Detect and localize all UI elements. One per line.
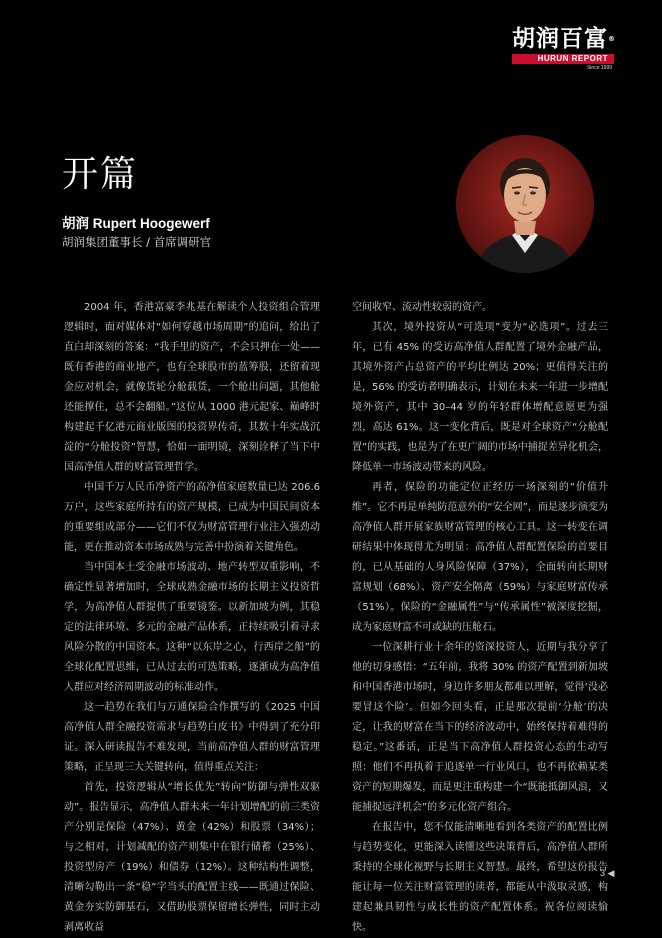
hurun-report-logo (512, 26, 630, 71)
paragraph: 这一趋势在我们与万通保险合作撰写的《2025 中国高净值人群全融投资需求与趋势白皮书》中得到了充分印证。深入研读报告不难发现，当前高净值人群的财富管理策略，正呈现三大关键转向，值得重点关注： (64, 702, 320, 773)
portrait-illustration (456, 135, 594, 273)
paragraph: 当中国本土受金融市场波动、地产转型双重影响，不确定性显著增加时，全球成熟金融市场的长期主义投资哲学，为高净值人群提供了重要镜鉴。以新加坡为例，其稳定的法律环境、多元的金融产品体系，正持续吸引着寻求风险分散的中国资本。这种“以东岸之心，行西岸之船”的全球化配置思维，已从过去的可选策略，逐渐成为高净值人群应对经济周期波动的标准动作。 (64, 562, 320, 693)
logo-chinese-text: 胡润百富® (512, 26, 616, 52)
paragraph: 2004 年，香港富豪李兆基在解读个人投资组合管理逻辑时，面对媒体对“如何穿越市场周期”的追问，给出了直白却深刻的答案：“我手里的资产，不会只押在一处——既有香港的商业地产，也有全球股市的蓝筹股，还留着现金应对机会，就像货轮分舱载货，一个舱出问题，其他舱还能撑住，总不会翻船。”这位从 1000 港元起家、巅峰时构建起千亿港元商业版图的投资界传奇，其数十年实战沉淀的“分舱投资”智慧，恰如一面明镜，深刻诠释了当下中国高净值人群的财富管理哲学。 (64, 302, 320, 473)
paragraph: 其次，境外投资从“可选项”变为“必选项”。过去三年，已有 45% 的受访高净值人群配置了境外金融产品，其境外资产占总资产的平均比例达 20%；更值得关注的是，56% 的受访者明确表示，计划在未来一年进一步增配境外资产，其中 30–44 岁的年轻群体增配意愿更为强烈，高达 61%。这一变化背后，既是对全球资产“分舱配置”的实践，也是为了在更广阔的市场中捕捉差异化机会，降低单一市场波动带来的风险。 (352, 322, 608, 473)
paragraph-continuation: 空间收窄、流动性较弱的资产。 (352, 302, 492, 313)
logo-since-text: Since 1999 (586, 65, 612, 71)
author-role: 胡润集团董事长 / 首席调研官 (62, 235, 212, 249)
author-name: 胡润 Rupert Hoogewerf (62, 216, 210, 231)
logo-english-bar: HURUN REPORT (512, 54, 614, 64)
page-number: 3 ◀ (600, 868, 615, 878)
paragraph: 一位深耕行业十余年的资深投资人，近期与我分享了他的切身感悟：“五年前，我将 30% 的资产配置到新加坡和中国香港市场时，身边许多朋友都难以理解，觉得‘没必要冒这个险’。但如今回头看，正是那次提前‘分舱’的决定，让我的财富在当下的经济波动中，始终保持着难得的稳定。”这番话，正是当下高净值人群投资心态的生动写照：他们不再执着于追逐单一行业风口，也不再依赖某类资产的短期爆发，而是更注重构建一个“既能抵御风浪，又能捕捉远洋机会”的多元化资产组合。 (352, 642, 608, 813)
paragraph: 在报告中，您不仅能清晰地看到各类资产的配置比例与趋势变化，更能深入读懂这些决策背后，高净值人群所秉持的全球化视野与长期主义智慧。最终，希望这份报告能让每一位关注财富管理的读者，都能从中汲取灵感，构建起兼具韧性与成长性的资产配置体系。祝各位阅读愉快。 (352, 822, 608, 933)
page-title: 开篇 (62, 154, 139, 195)
paragraph: 再者，保险的功能定位正经历一场深刻的“价值升维”。它不再是单纯防范意外的“安全网”，而是逐步演变为高净值人群开展家族财富管理的核心工具。这一转变在调研结果中体现得尤为明显：高净值人群配置保险的首要目的，已从基础的人身风险保障（37%），全面转向长期财富规划（68%）、资产安全隔离（59%）与家庭财富传承（51%）。保险的“金融属性”与“传承属性”被深度挖掘，成为家庭财富不可或缺的压舱石。 (352, 482, 608, 633)
body-column-left (64, 298, 320, 938)
paragraph: 首先，投资逻辑从“增长优先”转向“防御与弹性双驱动”。报告显示，高净值人群未来一年计划增配的前三类资产分别是保险（47%）、黄金（42%）和股票（34%）；与之相对，计划减配的资产则集中在银行储蓄（25%）、投资型房产（19%）和债券（12%）。这种结构性调整，清晰勾勒出一条“稳”字当头的配置主线——既通过保险、黄金夯实防御基石，又借助股票保留增长弹性，同时主动剥离收益 (64, 782, 320, 933)
body-column-right (352, 298, 608, 938)
paragraph: 中国千万人民币净资产的高净值家庭数量已达 206.6 万户，这些家庭所持有的资产规模，已成为中国民间资本的重要组成部分——它们不仅为财富管理行业注入强劲动能，更在推动资本市场成熟与完善中扮演着关键角色。 (64, 482, 320, 553)
author-portrait (456, 135, 594, 273)
